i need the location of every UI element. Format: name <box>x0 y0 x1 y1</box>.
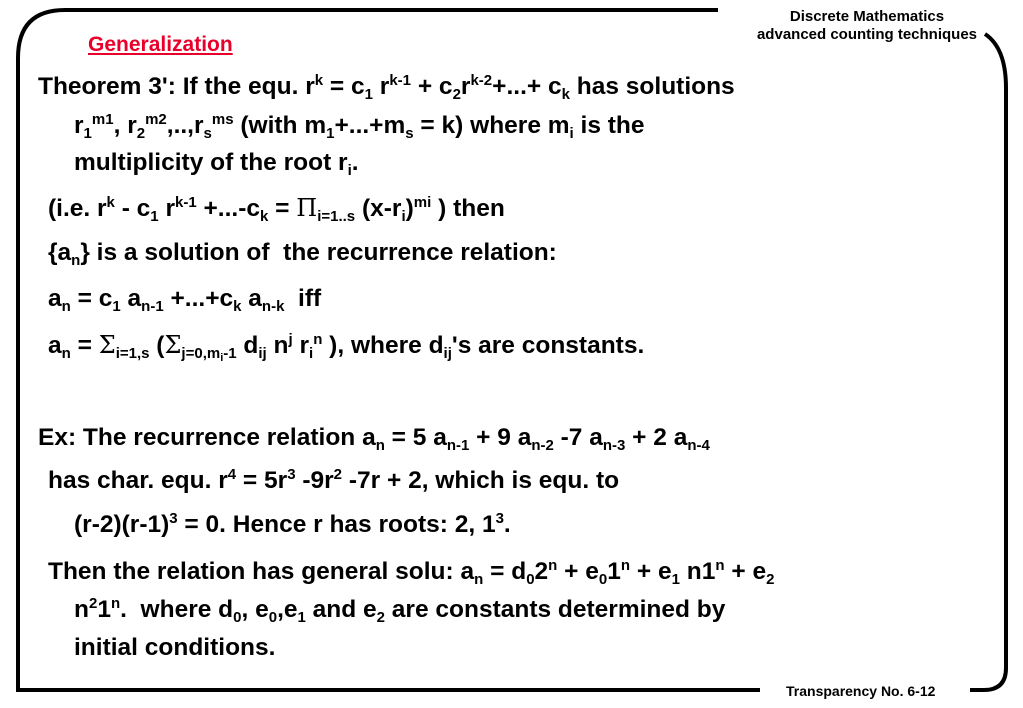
frame-border-right <box>970 34 1006 690</box>
theorem-line-7: $a_n = \Sigma_{i=1,s}$ ($\Sigma_{j=0,m_i-1}$ $d_{ij}$ $n^j$ $r_i^n$ ), where $d_{ij}'s$ are constants. <box>48 331 645 364</box>
theorem-line-3: multiplicity of the root $r_i$. <box>74 149 359 179</box>
slide-title: Generalization <box>88 33 233 56</box>
example-line-1: Ex: The recurrence relation $a_n = 5$ $a_{n-1} + 9$ $a_{n-2}$ -7 $a_{n-3} + 2$ $a_{n-4}$ <box>38 424 710 454</box>
header <box>726 8 1008 44</box>
example-line-4: Then the relation has general solu: $a_n = d_02^n + e_01^n + e_1$ $n1^n + e_2$ <box>48 557 775 588</box>
footer: Transparency No. 6-12 <box>786 683 936 699</box>
example-line-5: $n^21^n$. where $d_0$, $e_0,e_1$ and $e_2$ are constants determined by <box>74 595 726 626</box>
example-line-2: has char. equ. $r^4 = 5r^3$ $-9r^2$ -7r + 2, which is equ. to <box>48 466 620 494</box>
theorem-line-4: (i.e. $r^k - c_1$ $r^{k-1} +...-c_k = \Pi_{i=1..s}$ $(x-r_i)^{mi}$ ) then <box>48 194 505 225</box>
example-line-6: initial conditions. <box>74 634 276 661</box>
theorem-line-1: Theorem 3': If the equ. $r^k = c_1$ $r^{k-1} + c_2r^{k-2}+...+ c_k$ has solutions <box>38 72 735 103</box>
header-course: Discrete Mathematics <box>789 8 945 25</box>
theorem-line-6: $a_n = c_1$ $a_{n-1} +...+c_k$ $a_{n-k}$ iff <box>48 285 322 315</box>
header-topic: advanced counting techniques <box>756 26 978 43</box>
theorem-line-5: $\{a_n\}$ is a solution of the recurrence relation: <box>48 239 557 269</box>
example-line-3: $(r-2)(r-1)^3 = 0$. Hence r has roots: 2, $1^3$. <box>74 510 511 538</box>
theorem-line-2: $r_1^{m1}$, $r_2^{m2},..,r_s^{ms}$ (with $m_1+...+m_s = k$) where $m_i$ is the <box>74 111 645 142</box>
